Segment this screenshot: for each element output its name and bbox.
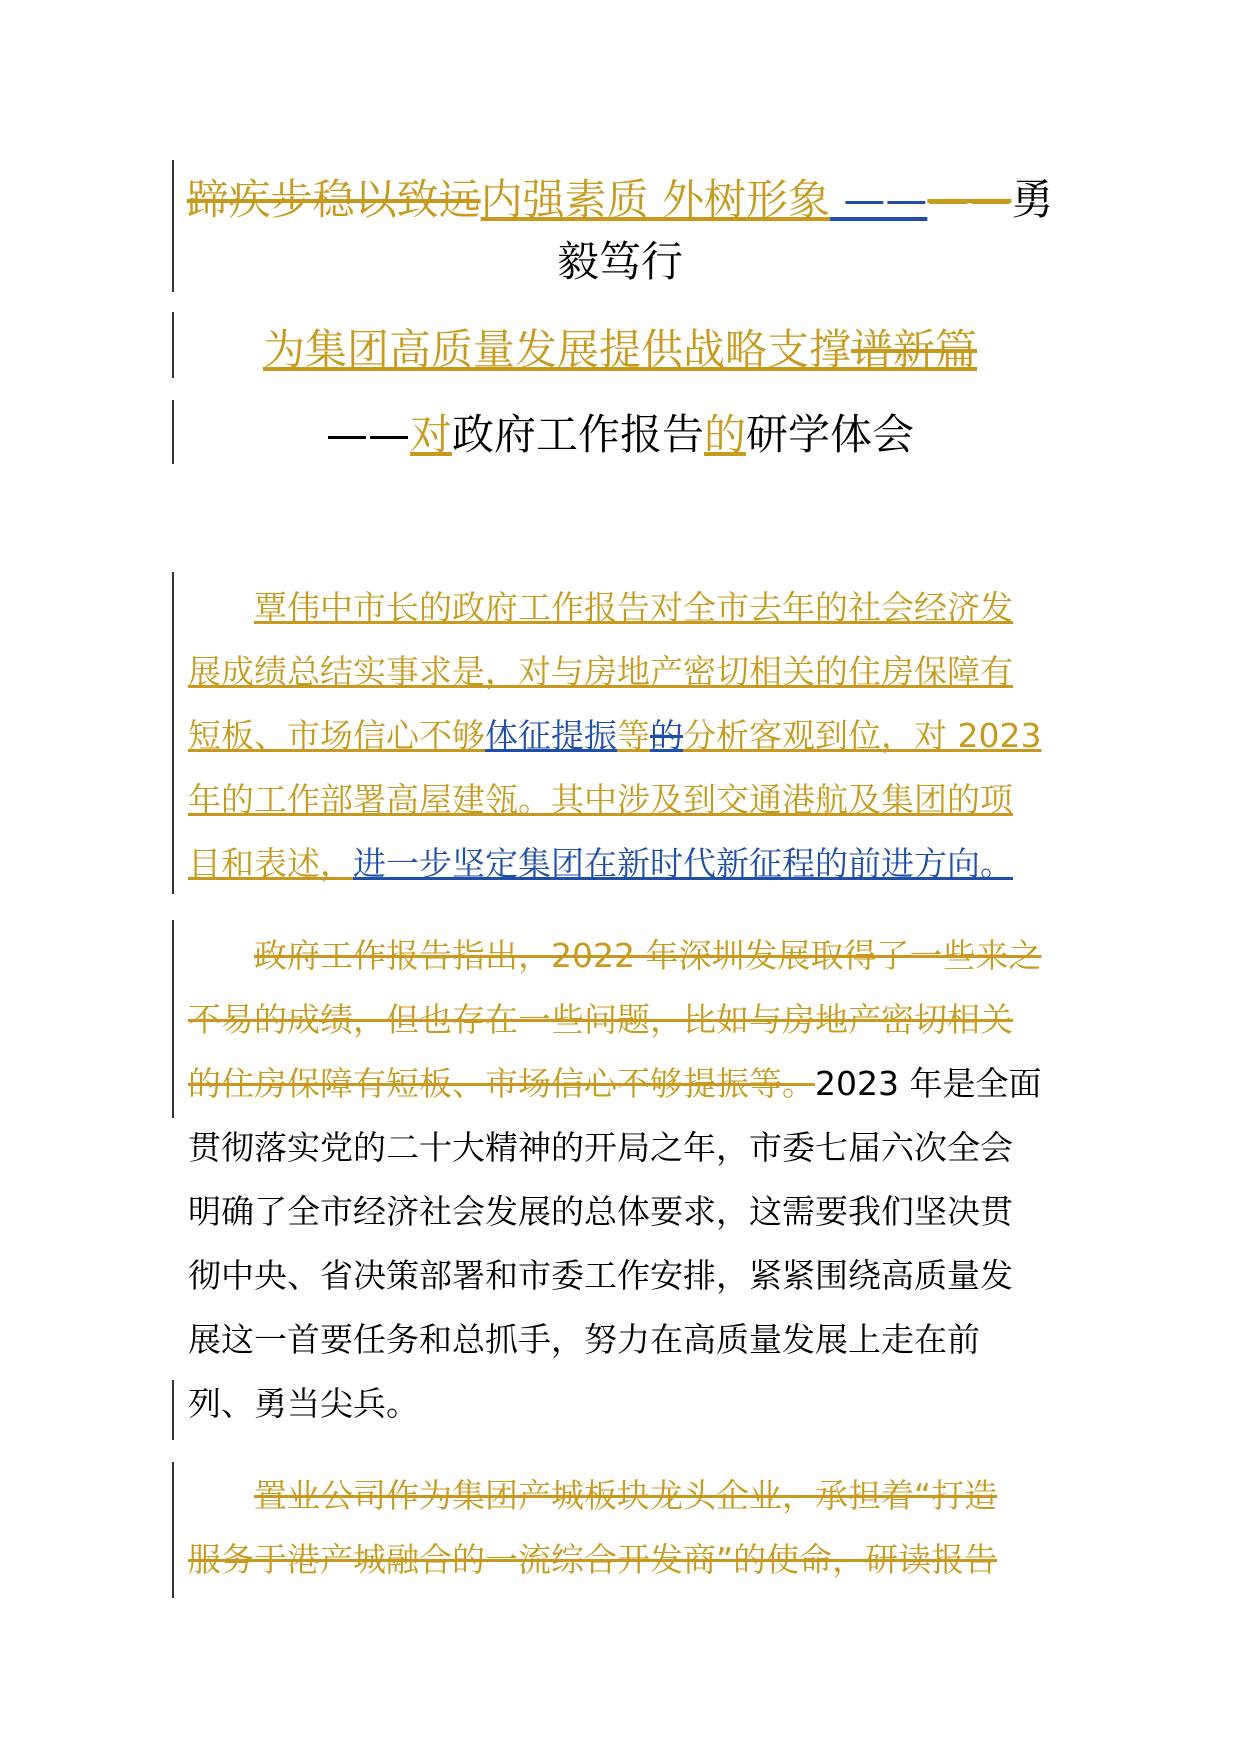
para3-line bbox=[188, 1471, 1060, 1521]
body-text: 贯彻落实党的二十大精神的开局之年，市委七届六次全会 bbox=[188, 1128, 1013, 1167]
para2-line bbox=[188, 1123, 1060, 1173]
deleted-text: 服务于港产城融合的一流综合开发商”的使命，研读报告 bbox=[188, 1540, 998, 1579]
moved-text: 体征提振 bbox=[485, 716, 617, 755]
para2-line bbox=[188, 1315, 1060, 1365]
deleted-text: 谱新篇 bbox=[851, 325, 978, 374]
title-line-3 bbox=[0, 320, 1240, 380]
para1-line bbox=[188, 839, 1060, 889]
title-text: 勇 bbox=[1011, 175, 1054, 224]
body-text: 列、勇当尖兵。 bbox=[188, 1384, 419, 1423]
para2-line bbox=[188, 995, 1060, 1045]
inserted-text: 内强素质 外树形象 bbox=[480, 175, 830, 224]
para2-line bbox=[188, 931, 1060, 981]
para2-line bbox=[188, 1251, 1060, 1301]
para1-line bbox=[188, 583, 1060, 633]
deleted-text: 的 bbox=[650, 716, 683, 755]
deleted-text: —— bbox=[927, 175, 1012, 224]
deleted-text: 置业公司作为集团产城板块龙头企业，承担着“打造 bbox=[254, 1476, 998, 1515]
title-line-2 bbox=[0, 232, 1240, 292]
title-line-1 bbox=[0, 170, 1240, 230]
change-bar bbox=[172, 1380, 174, 1440]
deleted-text: 不易的成绩，但也存在一些问题，比如与房地产密切相关 bbox=[188, 1000, 1013, 1039]
inserted-text: 的 bbox=[704, 410, 747, 459]
subtitle-dash: —— bbox=[325, 410, 410, 459]
inserted-text: 目和表述， bbox=[188, 844, 353, 883]
para3-line bbox=[188, 1535, 1060, 1585]
deleted-text: 的住房保障有短板、市场信心不够提振等。 bbox=[188, 1064, 815, 1103]
para1-line bbox=[188, 775, 1060, 825]
inserted-text: 短板、市场信心不够 bbox=[188, 716, 485, 755]
body-text: 展这一首要任务和总抓手，努力在高质量发展上走在前 bbox=[188, 1320, 980, 1359]
inserted-text: 展成绩总结实事求是，对与房地产密切相关的住房保障有 bbox=[188, 652, 1013, 691]
change-bar bbox=[172, 1462, 174, 1598]
change-bar bbox=[172, 920, 174, 1118]
inserted-text: 为集团高质量发展提供战略支撑 bbox=[262, 325, 851, 374]
inserted-text: 对 bbox=[409, 410, 452, 459]
inserted-text: 等 bbox=[617, 716, 650, 755]
para2-line bbox=[188, 1379, 1060, 1429]
deleted-text: 蹄疾步稳以致远 bbox=[186, 175, 481, 224]
moved-text: —— bbox=[830, 175, 928, 224]
inserted-text: 分析客观到位，对 2023 bbox=[683, 716, 1042, 755]
body-text: 彻中央、省决策部署和市委工作安排，紧紧围绕高质量发 bbox=[188, 1256, 1013, 1295]
title-text: 毅笃行 bbox=[556, 237, 683, 286]
para1-line bbox=[188, 647, 1060, 697]
inserted-text: 年的工作部署高屋建瓴。其中涉及到交通港航及集团的项 bbox=[188, 780, 1013, 819]
subtitle-line bbox=[0, 405, 1240, 465]
para2-line bbox=[188, 1187, 1060, 1237]
inserted-text: 覃伟中市长的政府工作报告对全市去年的社会经济发 bbox=[254, 588, 1013, 627]
subtitle-text: 政府工作报告 bbox=[451, 410, 704, 459]
body-text: 明确了全市经济社会发展的总体要求，这需要我们坚决贯 bbox=[188, 1192, 1013, 1231]
moved-text: 进一步坚定集团在新时代新征程的前进方向。 bbox=[353, 844, 1013, 883]
para1-line bbox=[188, 711, 1060, 761]
change-bar bbox=[172, 572, 174, 894]
subtitle-text: 研学体会 bbox=[746, 410, 915, 459]
para2-line bbox=[188, 1059, 1060, 1109]
deleted-text: 政府工作报告指出，2022 年深圳发展取得了一些来之 bbox=[254, 936, 1042, 975]
body-text: 2023 年是全面 bbox=[815, 1064, 1042, 1103]
